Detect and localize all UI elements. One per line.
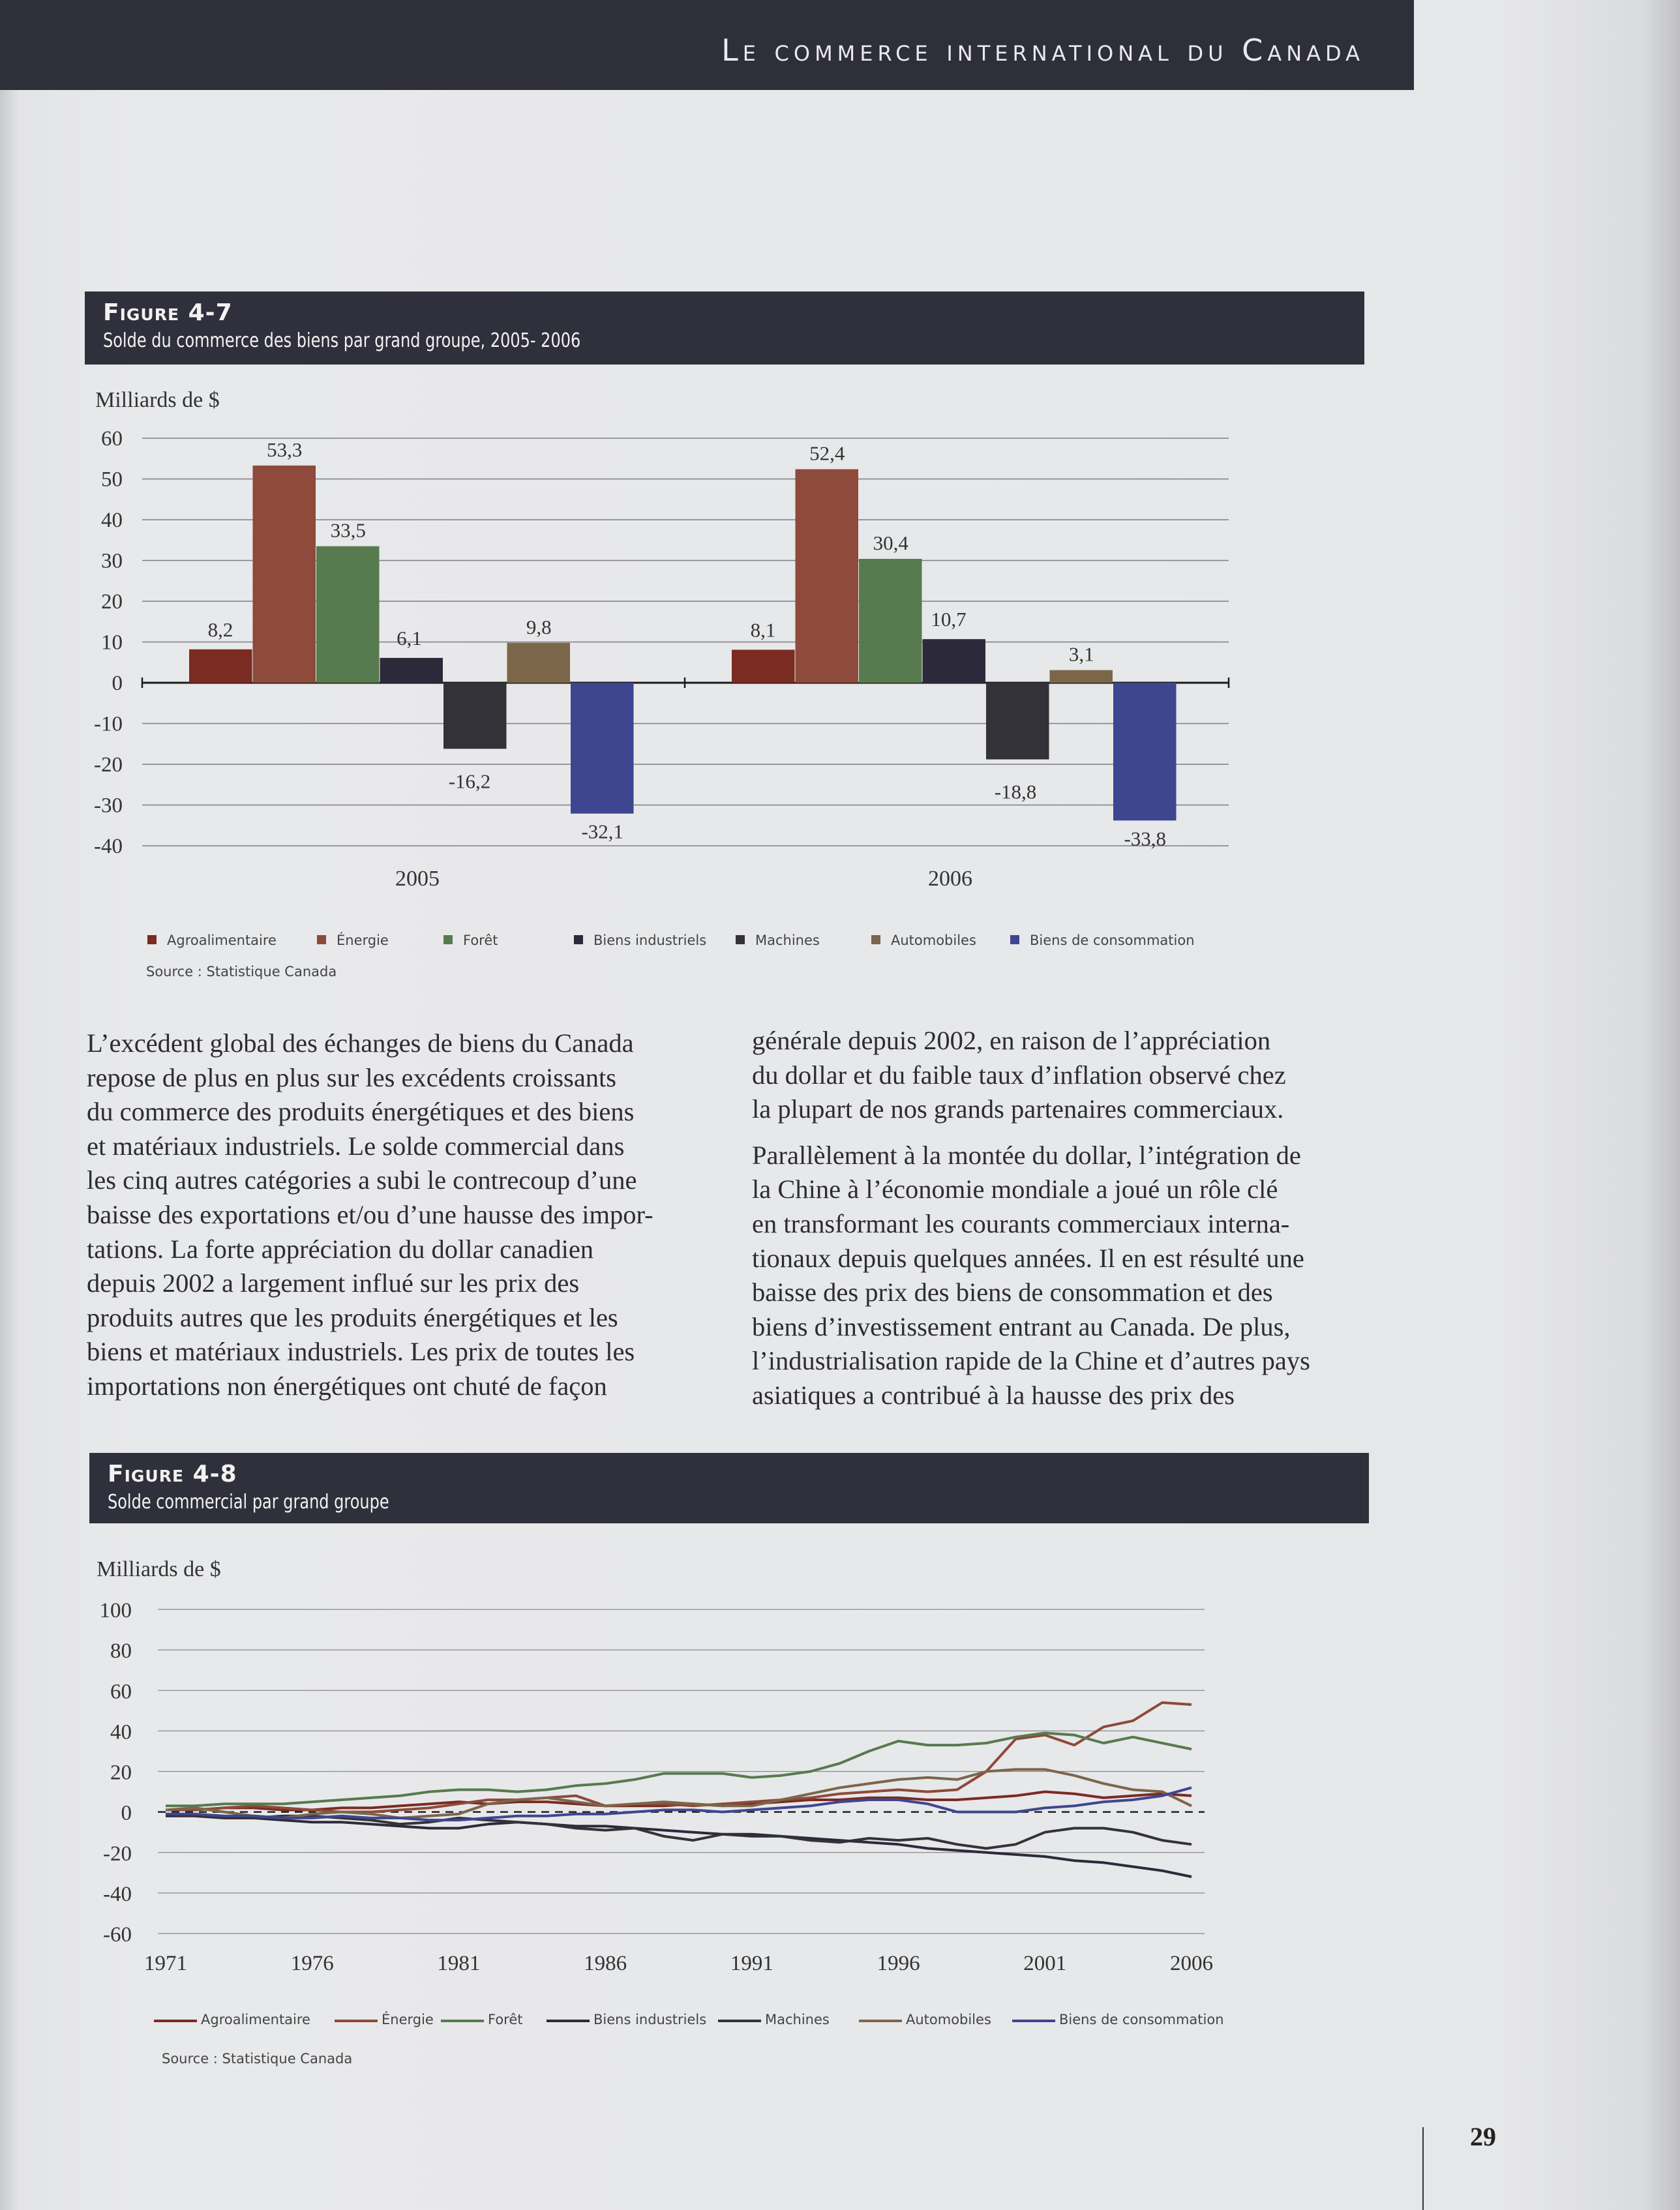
legend-item	[871, 933, 976, 948]
bar-énergie	[253, 466, 316, 683]
y-tick-label: -40	[103, 1882, 132, 1906]
y-tick-label: 30	[101, 549, 123, 573]
x-tick-label: 2001	[1023, 1952, 1067, 1975]
figure-4-7-unit: Milliards de $	[95, 388, 220, 412]
legend-label: Machines	[765, 2012, 830, 2027]
y-tick-label: 0	[121, 1801, 132, 1825]
bar-forêt	[316, 546, 380, 683]
bar-énergie	[796, 470, 859, 683]
y-tick-label: 60	[110, 1680, 132, 1704]
y-tick-label: -10	[94, 712, 123, 736]
x-tick-label: 1981	[437, 1952, 481, 1975]
bar-automobiles	[507, 643, 571, 683]
body-text-left	[87, 1026, 713, 1416]
body-line: baisse des exportations et/ou d’une hausse des impor-	[87, 1199, 653, 1229]
legend-item	[317, 932, 389, 948]
body-line: la plupart de nos grands partenaires commerciaux.	[752, 1094, 1284, 1124]
figure-4-7-title: Solde du commerce des biens par grand groupe, 2005- 2006	[103, 329, 581, 352]
y-tick-label: 0	[112, 672, 123, 695]
legend-swatch	[317, 935, 326, 944]
bar-machines	[986, 683, 1049, 760]
body-line: et matériaux industriels. Le solde commercial dans	[87, 1131, 625, 1161]
figure-4-8-unit: Milliards de $	[97, 1557, 221, 1581]
y-tick-label: 60	[101, 427, 123, 451]
y-tick-label: 40	[110, 1720, 132, 1744]
figure-4-8-source: Source : Statistique Canada	[162, 2051, 353, 2067]
legend-item	[1012, 2012, 1224, 2027]
bar-chart-plot	[94, 427, 1229, 948]
body-line: tionaux depuis quelques années. Il en est résulté une	[752, 1243, 1304, 1273]
legend-label: Forêt	[463, 933, 498, 948]
legend-item	[443, 933, 498, 948]
legend-swatch	[871, 935, 880, 944]
y-tick-label: -30	[94, 794, 123, 818]
line-biens-industriels	[166, 1816, 1192, 1877]
body-line: tations. La forte appréciation du dollar canadien	[87, 1234, 594, 1264]
data-label: 30,4	[873, 531, 908, 554]
data-label: 33,5	[330, 518, 366, 542]
figure-4-7-source: Source : Statistique Canada	[146, 964, 337, 979]
y-tick-label: -20	[94, 753, 123, 777]
x-category-label: 2005	[395, 867, 440, 891]
x-tick-label: 1971	[144, 1952, 187, 1975]
legend-swatch	[147, 935, 157, 944]
legend-item	[1010, 933, 1195, 948]
page-number: 29	[1470, 2122, 1496, 2151]
body-line: produits autres que les produits énergétiques et les	[87, 1302, 618, 1332]
line-énergie	[166, 1703, 1192, 1812]
legend-item	[147, 933, 277, 948]
bar-biens-industriels	[380, 658, 443, 683]
x-tick-label: 1991	[730, 1952, 773, 1975]
legend-label: Forêt	[488, 2012, 523, 2027]
body-line: depuis 2002 a largement influé sur les prix des	[87, 1268, 580, 1298]
bar-agroalimentaire	[732, 650, 795, 683]
legend-swatch	[443, 935, 453, 944]
x-tick-label: 1996	[877, 1952, 920, 1975]
footer-rule	[1422, 2127, 1424, 2210]
data-label: -16,2	[448, 769, 491, 793]
data-label: 10,7	[931, 608, 967, 631]
legend-item	[859, 2012, 991, 2027]
body-line: les cinq autres catégories a subi le contrecoup d’une	[87, 1165, 637, 1195]
bar-forêt	[859, 559, 922, 683]
body-line: biens et matériaux industriels. Les prix de toutes les	[87, 1337, 635, 1367]
x-tick-label: 1976	[290, 1952, 334, 1975]
data-label: 8,2	[207, 618, 233, 641]
legend-label: Agroalimentaire	[167, 933, 277, 948]
legend-item	[441, 2012, 523, 2027]
bar-biens-de-consommation	[1113, 683, 1177, 820]
data-label: -33,8	[1124, 827, 1167, 850]
bar-automobiles	[1050, 670, 1113, 683]
x-category-label: 2006	[928, 867, 972, 891]
bar-machines	[443, 683, 507, 749]
data-label: 9,8	[526, 615, 552, 638]
y-tick-label: 100	[99, 1599, 132, 1622]
legend-item	[154, 2012, 310, 2027]
figure-4-7-label: Figure 4-7	[103, 299, 233, 326]
body-line: L’excédent global des échanges de biens du Canada	[87, 1028, 634, 1058]
figure-4-8-header	[89, 1453, 1369, 1523]
legend-label: Biens de consommation	[1030, 933, 1195, 948]
y-tick-label: 20	[101, 590, 123, 614]
legend-item	[547, 2012, 706, 2027]
x-tick-label: 2006	[1170, 1952, 1213, 1975]
body-line: la Chine à l’économie mondiale a joué un rôle clé	[752, 1174, 1278, 1204]
y-tick-label: -20	[103, 1842, 132, 1866]
legend-swatch	[574, 935, 583, 944]
legend-swatch	[1010, 935, 1019, 944]
body-line: biens d’investissement entrant au Canada. De plus,	[752, 1311, 1291, 1341]
legend-item	[718, 2012, 830, 2027]
legend-label: Énergie	[382, 2012, 434, 2027]
legend-label: Automobiles	[891, 933, 976, 948]
bar-biens-de-consommation	[571, 683, 634, 814]
y-tick-label: 40	[101, 509, 123, 532]
y-tick-label: 80	[110, 1639, 132, 1664]
body-line: générale depuis 2002, en raison de l’appréciation	[752, 1026, 1271, 1055]
y-tick-label: 50	[101, 468, 123, 492]
legend-label: Machines	[755, 933, 820, 948]
body-line: repose de plus en plus sur les excédents croissants	[87, 1062, 617, 1092]
legend-label: Biens industriels	[593, 933, 707, 948]
data-label: 6,1	[397, 626, 422, 650]
body-line: du commerce des produits énergétiques et des biens	[87, 1097, 635, 1127]
y-tick-label: 10	[101, 631, 123, 655]
legend-label: Agroalimentaire	[201, 2012, 310, 2027]
data-label: 8,1	[750, 618, 776, 642]
legend-label: Biens industriels	[593, 2012, 707, 2027]
body-line: en transformant les courants commerciaux interna-	[752, 1208, 1290, 1238]
legend-item	[574, 933, 706, 948]
body-line: importations non énergétiques ont chuté de façon	[87, 1371, 607, 1401]
bar-biens-industriels	[923, 639, 986, 683]
data-label: 3,1	[1068, 642, 1094, 666]
legend-label: Énergie	[337, 933, 389, 948]
y-tick-label: -60	[103, 1923, 132, 1947]
legend-label: Automobiles	[906, 2012, 991, 2027]
data-label: -32,1	[581, 820, 624, 843]
y-tick-label: -40	[94, 835, 123, 858]
legend-label: Biens de consommation	[1059, 2012, 1224, 2027]
data-label: 53,3	[267, 438, 303, 461]
legend-item	[335, 2011, 434, 2027]
body-line: l’industrialisation rapide de la Chine et d’autres pays	[752, 1346, 1310, 1376]
body-line: Parallèlement à la montée du dollar, l’intégration de	[752, 1140, 1301, 1170]
body-line: du dollar et du faible taux d’inflation observé chez	[752, 1060, 1286, 1090]
body-text-right	[752, 1024, 1378, 1425]
line-chart-plot	[100, 1599, 1224, 2027]
running-head-title: Le commerce international du Canada	[721, 33, 1364, 68]
legend-item	[736, 933, 820, 948]
data-label: -18,8	[994, 780, 1037, 803]
figure-4-8-label: Figure 4-8	[108, 1461, 237, 1487]
body-line: baisse des prix des biens de consommation et des	[752, 1277, 1273, 1307]
data-label: 52,4	[809, 441, 845, 465]
body-line: asiatiques a contribué à la hausse des prix des	[752, 1380, 1235, 1410]
legend-swatch	[736, 935, 745, 944]
y-tick-label: 20	[110, 1761, 132, 1785]
bar-agroalimentaire	[189, 650, 252, 683]
x-tick-label: 1986	[584, 1952, 627, 1975]
figure-4-8-title: Solde commercial par grand groupe	[108, 1491, 389, 1514]
